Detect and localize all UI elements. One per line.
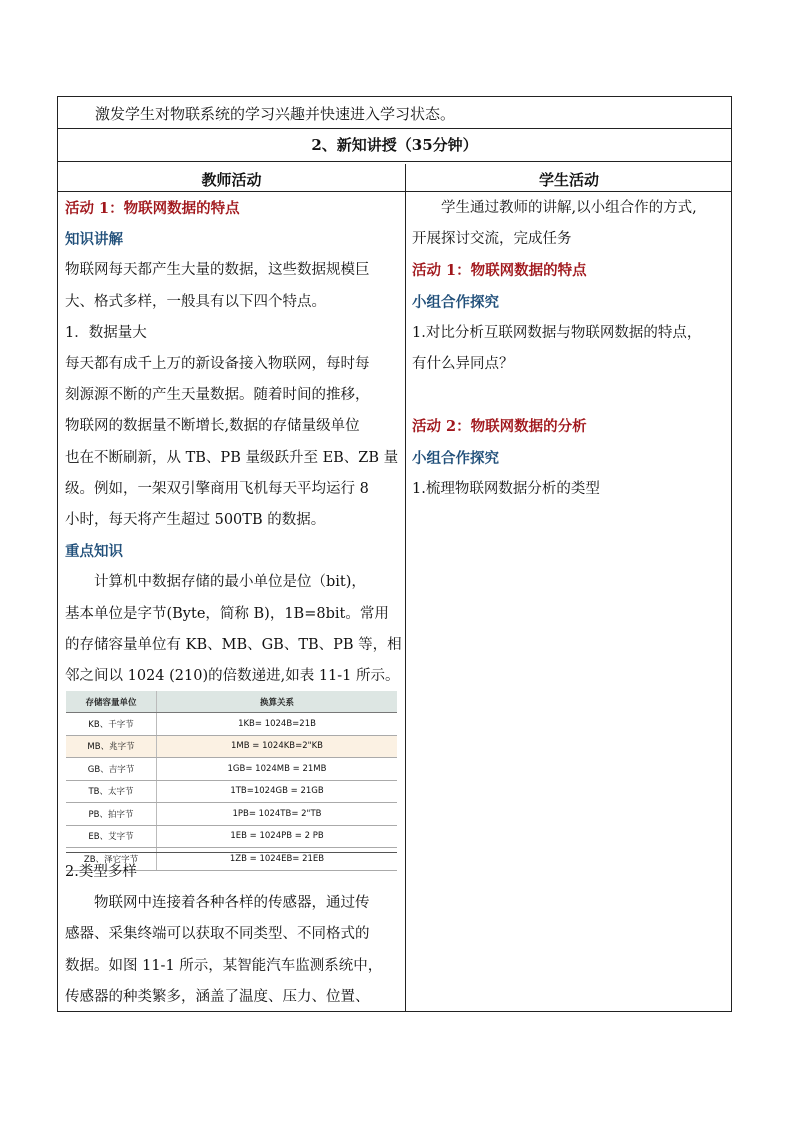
table-bottom-rule bbox=[66, 852, 397, 853]
intro-line: 大、格式多样，一般具有以下四个特点。 bbox=[65, 293, 326, 310]
teacher-column bbox=[65, 193, 401, 692]
table-header-row bbox=[66, 691, 397, 713]
table-cell: MB、兆字节 bbox=[66, 735, 157, 758]
table-cell: 1TB=1024GB = 21GB bbox=[157, 780, 398, 803]
point1-line: 每天都有成千上万的新设备接入物联网，每时每 bbox=[65, 356, 370, 373]
section-title: 2、新知讲授（35分钟） bbox=[311, 136, 478, 154]
student-activity2-title: 活动 2：物联网数据的分析 bbox=[412, 418, 587, 436]
point1-line: 物联网的数据量不断增长,数据的存储量级单位 bbox=[65, 418, 360, 435]
column-divider bbox=[405, 164, 406, 1011]
table-cell: 1KB= 1024B=21B bbox=[157, 713, 398, 736]
point1-title: 1．数据量大 bbox=[65, 324, 147, 341]
table-row bbox=[66, 825, 397, 848]
point2-line: 感器、采集终端可以获取不同类型、不同格式的 bbox=[65, 926, 370, 943]
student-task-line: 有什么异同点？ bbox=[412, 356, 514, 373]
student-column bbox=[412, 193, 728, 505]
student-activity1-title: 活动 1：物联网数据的特点 bbox=[412, 262, 587, 280]
point2-line: 传感器的种类繁多，涵盖了温度、压力、位置、 bbox=[65, 988, 370, 1005]
lesson-table bbox=[57, 96, 732, 1012]
row-divider bbox=[58, 128, 731, 129]
row-divider bbox=[58, 161, 731, 162]
student-header: 学生活动 bbox=[538, 171, 599, 189]
teacher-header: 教师活动 bbox=[201, 171, 262, 189]
table-cell: TB、太字节 bbox=[66, 780, 157, 803]
point1-line: 刻源源不断的产生天量数据。随着时间的推移， bbox=[65, 387, 370, 404]
key-line: 的存储容量单位有 KB、MB、GB、TB、PB 等，相 bbox=[65, 636, 402, 653]
table-row bbox=[66, 758, 397, 781]
teacher-activity1-title: 活动 1：物联网数据的特点 bbox=[65, 200, 240, 217]
table-row bbox=[66, 713, 397, 736]
table-cell: GB、吉字节 bbox=[66, 758, 157, 781]
point2-title: 2.类型多样 bbox=[65, 864, 137, 880]
group-inquiry-label: 小组合作探究 bbox=[412, 293, 499, 311]
table-cell: KB、千字节 bbox=[66, 713, 157, 736]
student-intro-line: 学生通过教师的讲解,以小组合作的方式, bbox=[441, 200, 697, 216]
table-cell: 1MB = 1024KB=2"KB bbox=[157, 735, 398, 758]
key-knowledge-label: 重点知识 bbox=[65, 543, 123, 561]
table-cell: 1ZB = 1024EB= 21EB bbox=[157, 848, 398, 871]
point2-line: 物联网中连接着各种各样的传感器，通过传 bbox=[94, 895, 370, 912]
table-cell: 1EB = 1024PB = 2 PB bbox=[157, 825, 398, 848]
table-header-cell: 存储容量单位 bbox=[66, 691, 157, 713]
intro-row-text: 激发学生对物联系统的学习兴趣并快速进入学习状态。 bbox=[95, 105, 456, 123]
table-row bbox=[66, 803, 397, 826]
row-divider bbox=[58, 191, 731, 192]
point1-line: 小时，每天将产生超过 500TB 的数据。 bbox=[65, 512, 326, 529]
student-task-line: 1.对比分析互联网数据与物联网数据的特点， bbox=[412, 324, 702, 341]
point1-line: 级。例如，一架双引擎商用飞机每天平均运行 8 bbox=[65, 480, 369, 497]
knowledge-label: 知识讲解 bbox=[65, 231, 123, 249]
point1-line: 也在不断刷新，从 TB、PB 量级跃升至 EB、ZB 量 bbox=[65, 449, 399, 466]
table-header-cell: 换算关系 bbox=[157, 691, 398, 713]
blank-line bbox=[412, 380, 728, 411]
table-cell: EB、艾字节 bbox=[66, 825, 157, 848]
storage-unit-table bbox=[66, 691, 397, 871]
table-cell: 1GB= 1024MB = 21MB bbox=[157, 758, 398, 781]
intro-line: 物联网每天都产生大量的数据，这些数据规模巨 bbox=[65, 262, 370, 279]
key-line: 计算机中数据存储的最小单位是位（bit)， bbox=[94, 574, 366, 591]
table-row bbox=[66, 735, 397, 758]
table-cell: 1PB= 1024TB= 2"TB bbox=[157, 803, 398, 826]
point2-line: 数据。如图 11-1 所示，某智能汽车监测系统中， bbox=[65, 957, 383, 974]
key-line: 基本单位是字节(Byte，简称 B)，1B=8bit。常用 bbox=[65, 605, 389, 622]
table-cell: ZB、泽它字节 bbox=[66, 848, 157, 871]
teacher-column-continued bbox=[65, 857, 401, 1013]
student-intro-line: 开展探讨交流，完成任务 bbox=[412, 231, 572, 248]
table-row bbox=[66, 780, 397, 803]
group-inquiry-label: 小组合作探究 bbox=[412, 449, 499, 467]
student-task-line: 1.梳理物联网数据分析的类型 bbox=[412, 480, 600, 497]
table-cell: PB、拍字节 bbox=[66, 803, 157, 826]
key-line: 邻之间以 1024 (210)的倍数递进,如表 11-1 所示。 bbox=[65, 668, 400, 685]
